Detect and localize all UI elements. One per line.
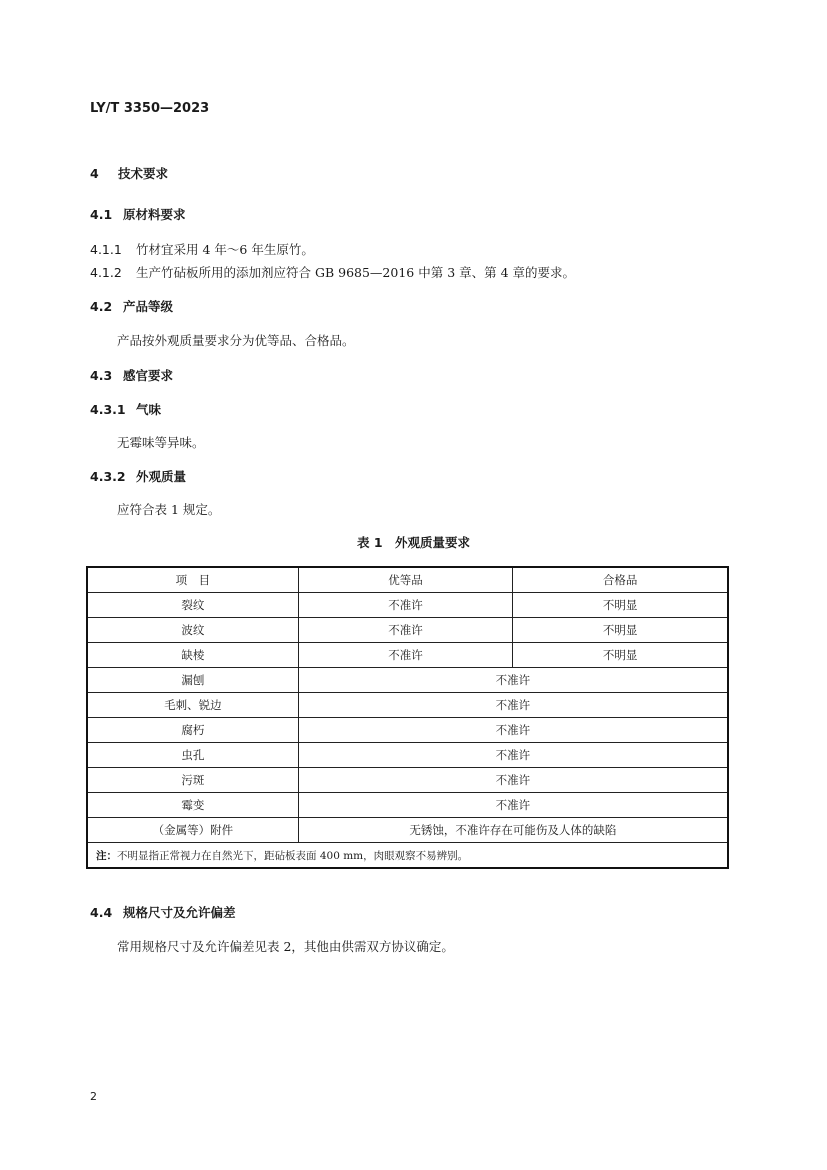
table-row	[87, 718, 728, 743]
section-4-4-heading	[90, 903, 236, 921]
table-header-row	[87, 567, 728, 593]
table-note-row	[87, 843, 728, 869]
clause-number: 4.1.2	[90, 265, 122, 280]
row-merged-value: 不准许	[298, 768, 728, 793]
row-item: 毛刺、锐边	[87, 693, 298, 718]
row-item: 波纹	[87, 618, 298, 643]
note-label: 注：	[96, 849, 117, 862]
section-4-3-1-body: 无霉味等异味。	[117, 435, 205, 450]
section-number: 4.2	[90, 299, 113, 314]
note-text: 不明显指正常视力在自然光下，距砧板表面 400 mm，肉眼观察不易辨别。	[117, 849, 469, 862]
section-4-2-heading	[90, 297, 173, 315]
header-qualified-grade: 合格品	[513, 567, 728, 593]
row-merged-value: 不准许	[298, 668, 728, 693]
clause-4-1-2	[90, 263, 575, 281]
section-title: 产品等级	[123, 299, 174, 314]
row-premium-value: 不准许	[298, 618, 512, 643]
table-1-caption: 表 1 外观质量要求	[356, 535, 471, 550]
clause-number: 4.1.1	[90, 242, 122, 257]
section-4-2-body: 产品按外观质量要求分为优等品、合格品。	[117, 333, 355, 348]
section-title: 原材料要求	[123, 207, 186, 222]
appearance-quality-table	[86, 566, 729, 869]
table-row	[87, 668, 728, 693]
row-qualified-value: 不明显	[513, 618, 728, 643]
table-note	[87, 843, 728, 869]
header-item: 项 目	[87, 567, 298, 593]
row-merged-value: 不准许	[298, 693, 728, 718]
row-item: （金属等）附件	[87, 818, 298, 843]
section-4-3-heading	[90, 366, 173, 384]
table-row	[87, 818, 728, 843]
section-number: 4.1	[90, 207, 113, 222]
table-row	[87, 743, 728, 768]
row-merged-value: 无锈蚀，不准许存在可能伤及人体的缺陷	[298, 818, 728, 843]
header-premium-grade: 优等品	[298, 567, 512, 593]
section-number: 4	[90, 166, 99, 181]
row-premium-value: 不准许	[298, 643, 512, 668]
table-row	[87, 768, 728, 793]
section-number: 4.4	[90, 905, 113, 920]
section-title: 感官要求	[123, 368, 174, 383]
row-merged-value: 不准许	[298, 793, 728, 818]
clause-text: 生产竹砧板所用的添加剂应符合 GB 9685—2016 中第 3 章、第 4 章的要求。	[136, 265, 576, 280]
section-4-3-1-heading	[90, 400, 161, 418]
section-number: 4.3	[90, 368, 113, 383]
document-code: LY/T 3350—2023	[90, 101, 210, 116]
section-4-3-2-body: 应符合表 1 规定。	[117, 502, 221, 517]
row-item: 霉变	[87, 793, 298, 818]
row-item: 虫孔	[87, 743, 298, 768]
row-qualified-value: 不明显	[513, 643, 728, 668]
row-merged-value: 不准许	[298, 718, 728, 743]
table-row	[87, 618, 728, 643]
row-qualified-value: 不明显	[513, 593, 728, 618]
table-row	[87, 793, 728, 818]
table-row	[87, 593, 728, 618]
section-title: 气味	[136, 402, 162, 417]
row-premium-value: 不准许	[298, 593, 512, 618]
row-item: 污斑	[87, 768, 298, 793]
section-title: 规格尺寸及允许偏差	[123, 905, 236, 920]
page-number: 2	[90, 1090, 97, 1103]
section-4-heading	[90, 164, 168, 182]
row-merged-value: 不准许	[298, 743, 728, 768]
clause-4-1-1	[90, 240, 314, 258]
section-4-3-2-heading	[90, 467, 186, 485]
section-number: 4.3.1	[90, 402, 126, 417]
row-item: 漏刨	[87, 668, 298, 693]
section-number: 4.3.2	[90, 469, 126, 484]
table-row	[87, 693, 728, 718]
section-4-4-body: 常用规格尺寸及允许偏差见表 2，其他由供需双方协议确定。	[117, 939, 454, 954]
row-item: 腐朽	[87, 718, 298, 743]
table-row	[87, 643, 728, 668]
row-item: 缺棱	[87, 643, 298, 668]
section-4-1-heading	[90, 205, 186, 223]
clause-text: 竹材宜采用 4 年～6 年生原竹。	[136, 242, 314, 257]
row-item: 裂纹	[87, 593, 298, 618]
section-title: 技术要求	[118, 166, 169, 181]
section-title: 外观质量	[136, 469, 187, 484]
